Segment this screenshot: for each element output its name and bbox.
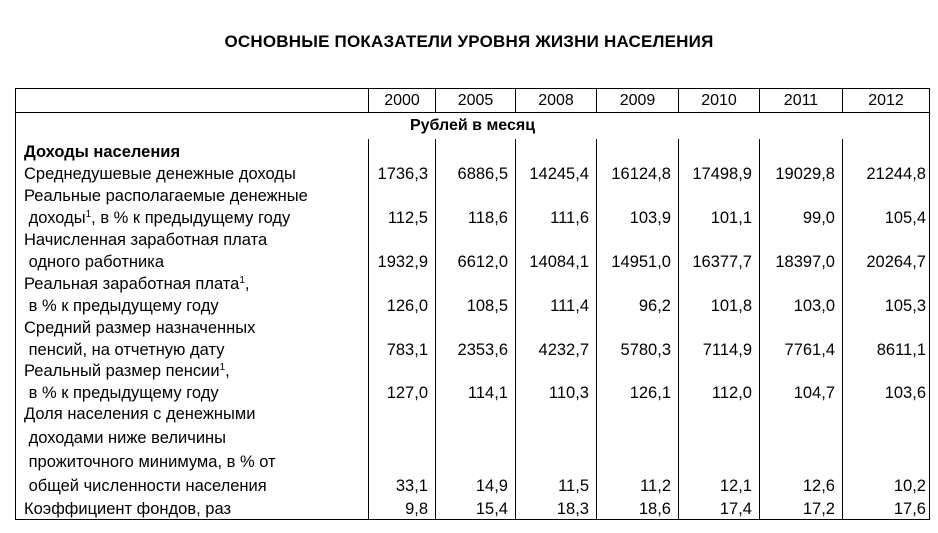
year-header: 2005 <box>457 92 494 109</box>
value-cell: 11,2 <box>640 477 671 495</box>
year-header: 2012 <box>868 92 904 109</box>
value-cell: 99,0 <box>802 209 835 227</box>
value-cell: 1736,3 <box>377 165 428 183</box>
value-cell: 6886,5 <box>457 165 508 183</box>
value-cell: 11,5 <box>558 477 589 495</box>
row-label: доходы$^1$, в % к предыдущему году <box>28 209 291 227</box>
value-cell: 14084,1 <box>529 253 589 271</box>
value-cell: 10,2 <box>893 477 926 495</box>
value-cell: 127,0 <box>386 384 428 402</box>
value-cell: 14951,0 <box>611 253 671 271</box>
value-cell: 105,4 <box>884 209 926 227</box>
row-label: Реальные располагаемые денежные <box>24 187 308 205</box>
value-cell: 108,5 <box>466 297 508 315</box>
value-cell: 17498,9 <box>692 165 752 183</box>
value-cell: 96,2 <box>638 297 671 315</box>
year-header: 2000 <box>384 92 420 109</box>
year-header: 2009 <box>619 92 656 109</box>
row-label: доходами ниже величины <box>28 429 227 447</box>
value-cell: 15,4 <box>475 500 508 518</box>
value-cell: 126,1 <box>629 384 671 402</box>
year-header: 2010 <box>701 92 737 109</box>
value-cell: 20264,7 <box>866 253 926 271</box>
row-label: Среднедушевые денежные доходы <box>24 165 296 183</box>
value-cell: 103,6 <box>884 384 926 402</box>
row-label: Реальная заработная плата$^1$, <box>24 275 250 293</box>
value-cell: 16124,8 <box>611 165 671 183</box>
value-cell: 19029,8 <box>775 165 835 183</box>
value-cell: 1932,9 <box>377 253 428 271</box>
row-label: в % к предыдущему году <box>28 384 219 402</box>
value-cell: 114,1 <box>467 384 508 402</box>
year-header: 2008 <box>538 92 574 109</box>
value-cell: 6612,0 <box>457 253 508 271</box>
row-label: Доля населения с денежными <box>24 405 256 423</box>
row-label: Средний размер назначенных <box>24 319 256 337</box>
section-heading: Доходы населения <box>24 143 181 161</box>
row-label: прожиточного минимума, в % от <box>28 453 276 471</box>
value-cell: 7761,4 <box>784 341 835 359</box>
value-cell: 2353,6 <box>457 341 508 359</box>
value-cell: 101,1 <box>710 209 752 227</box>
value-cell: 33,1 <box>395 477 428 495</box>
value-cell: 126,0 <box>386 297 428 315</box>
row-label: пенсий, на отчетную дату <box>28 341 225 359</box>
value-cell: 8611,1 <box>876 341 926 359</box>
value-cell: 18,3 <box>556 500 589 518</box>
row-label: Начисленная заработная плата <box>24 231 268 249</box>
value-cell: 12,1 <box>719 477 752 495</box>
page-title: ОСНОВНЫЕ ПОКАЗАТЕЛИ УРОВНЯ ЖИЗНИ НАСЕЛЕНИЯ <box>224 32 714 51</box>
value-cell: 21244,8 <box>866 165 926 183</box>
value-cell: 14245,4 <box>529 165 589 183</box>
value-cell: 5780,3 <box>620 341 671 359</box>
value-cell: 4232,7 <box>538 341 589 359</box>
value-cell: 110,3 <box>548 384 589 402</box>
row-label: в % к предыдущему году <box>28 297 219 315</box>
value-cell: 17,4 <box>719 500 752 518</box>
value-cell: 17,6 <box>893 500 926 518</box>
value-cell: 111,6 <box>550 209 589 227</box>
value-cell: 12,6 <box>802 477 835 495</box>
value-cell: 16377,7 <box>692 253 752 271</box>
value-cell: 18,6 <box>638 500 671 518</box>
value-cell: 118,6 <box>467 209 508 227</box>
year-header: 2011 <box>783 92 819 109</box>
value-cell: 103,9 <box>629 209 671 227</box>
indicators-table <box>15 88 930 520</box>
unit-caption: Рублей в месяц <box>409 117 536 134</box>
value-cell: 111,4 <box>550 297 589 315</box>
value-cell: 18397,0 <box>775 253 835 271</box>
value-cell: 101,8 <box>710 297 752 315</box>
value-cell: 105,3 <box>884 297 926 315</box>
value-cell: 17,2 <box>802 500 835 518</box>
value-cell: 112,0 <box>711 384 752 402</box>
value-cell: 112,5 <box>387 209 428 227</box>
value-cell: 7114,9 <box>702 341 752 359</box>
value-cell: 9,8 <box>405 500 428 518</box>
row-label: Реальный размер пенсии$^1$, <box>24 362 230 380</box>
row-label: Коэффициент фондов, раз <box>24 500 232 518</box>
value-cell: 104,7 <box>793 384 835 402</box>
value-cell: 783,1 <box>386 341 428 359</box>
value-cell: 103,0 <box>793 297 835 315</box>
value-cell: 14,9 <box>475 477 508 495</box>
row-label: общей численности населения <box>28 477 267 495</box>
row-label: одного работника <box>28 253 165 271</box>
